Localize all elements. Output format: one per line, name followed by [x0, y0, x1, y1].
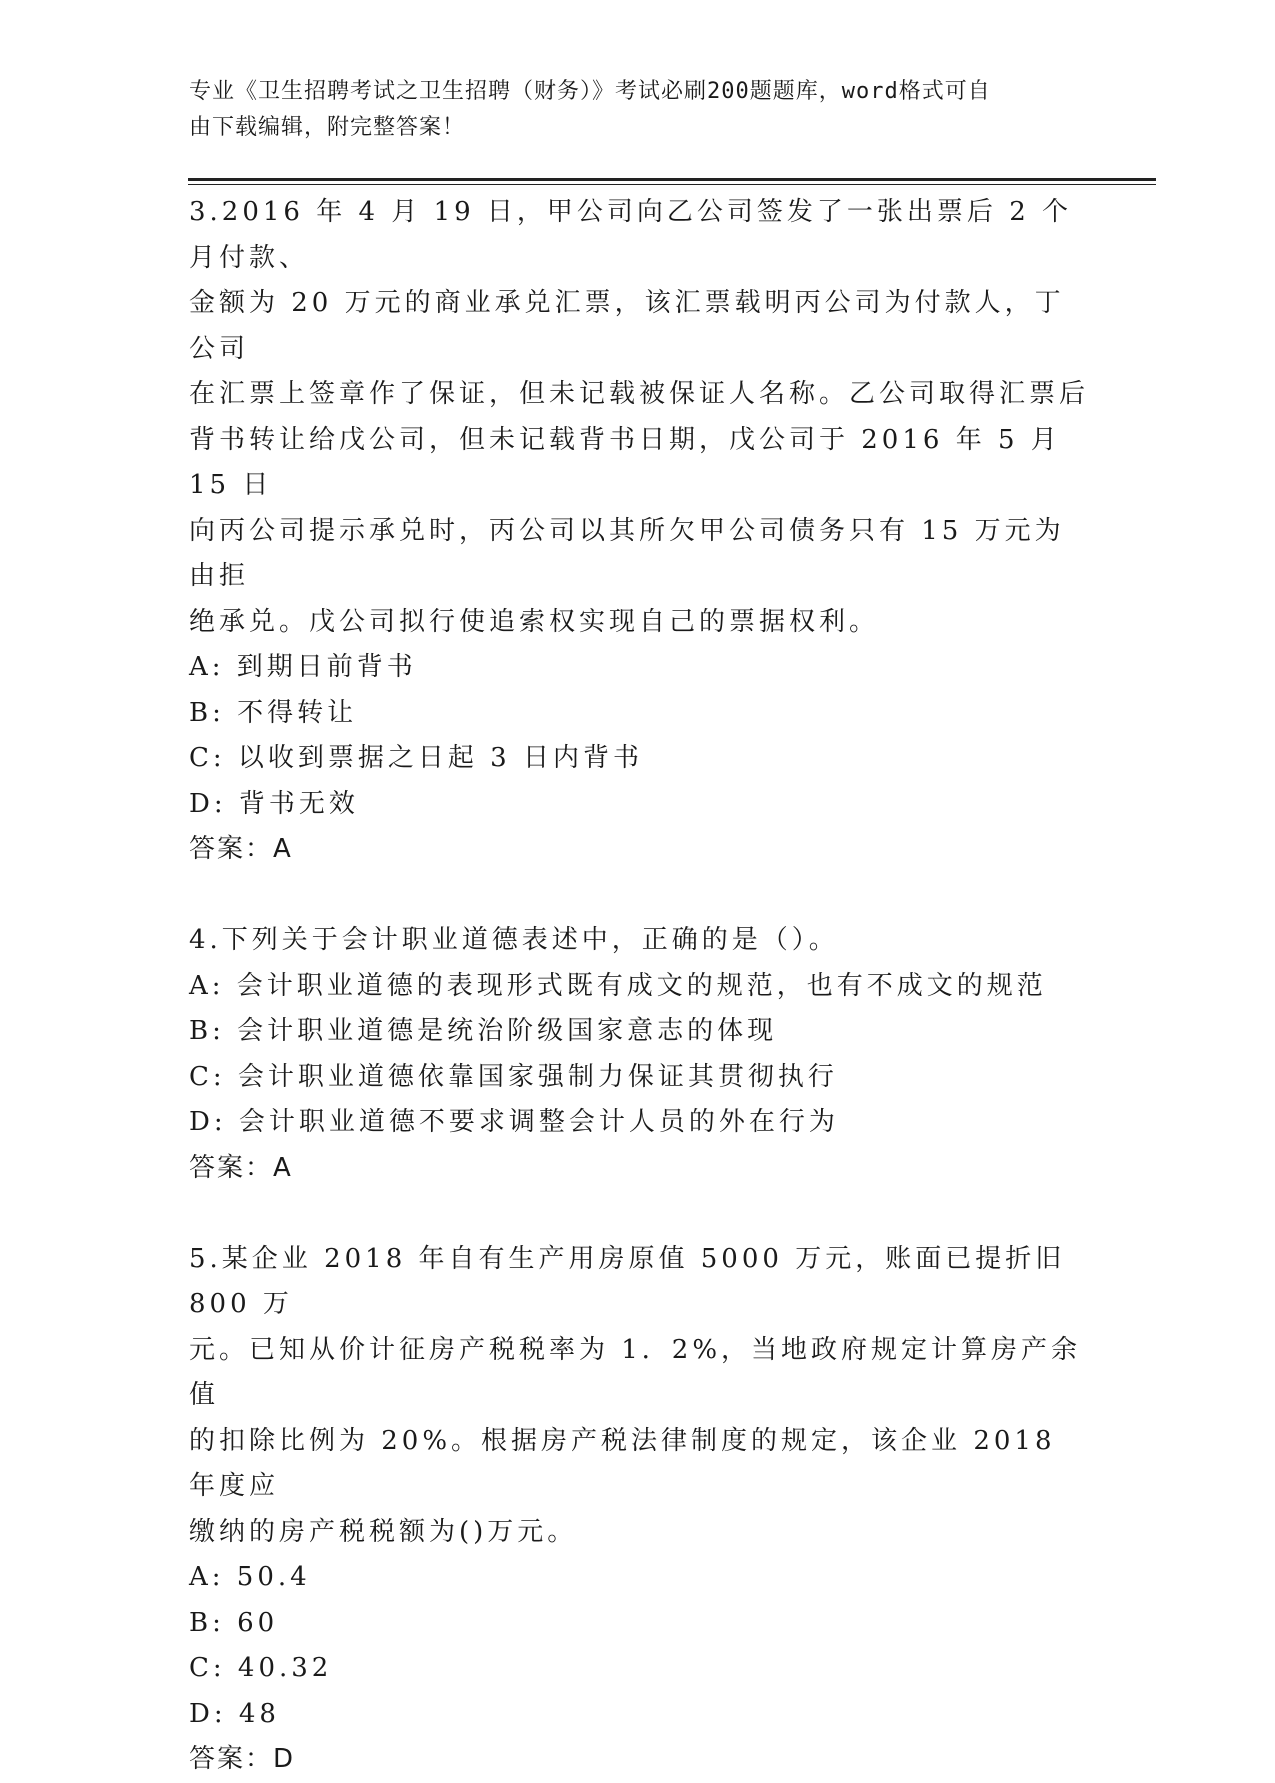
option-d: D: 48 — [189, 1698, 280, 1729]
question-block — [189, 190, 1089, 873]
question-stem-line: 3.2016 年 4 月 19 日，甲公司向乙公司签发了一张出票后 2 个月付款、 — [189, 197, 1072, 273]
header-divider-thick — [188, 178, 1156, 181]
question-stem-line: 金额为 20 万元的商业承兑汇票，该汇票载明丙公司为付款人，丁公司 — [189, 288, 1065, 364]
question-stem-line: 缴纳的房产税税额为()万元。 — [189, 1516, 578, 1547]
header-title-line-1: 专业《卫生招聘考试之卫生招聘（财务）》考试必刷200题题库，word格式可自 — [189, 79, 991, 104]
question-stem-line: 绝承兑。戊公司拟行使追索权实现自己的票据权利。 — [189, 606, 880, 637]
question-stem-line: 元。已知从价计征房产税税率为 1．2%，当地政府规定计算房产余值 — [189, 1334, 1082, 1410]
option-c: C: 以收到票据之日起 3 日内背书 — [189, 743, 643, 773]
answer-line: 答案：D — [189, 1744, 296, 1774]
option-d: D: 会计职业道德不要求调整会计人员的外在行为 — [189, 1107, 839, 1137]
option-a: A: 到期日前背书 — [189, 652, 417, 682]
answer-line: 答案：A — [189, 834, 293, 864]
question-stem-line: 4.下列关于会计职业道德表述中，正确的是（）。 — [189, 925, 839, 955]
document-header — [189, 74, 1089, 146]
option-a: A: 会计职业道德的表现形式既有成文的规范，也有不成文的规范 — [189, 970, 1047, 1001]
question-stem-line: 5.某企业 2018 年自有生产用房原值 5000 万元，账面已提折旧 800 万 — [189, 1243, 1066, 1319]
header-divider-thin — [188, 184, 1156, 185]
option-c: C: 会计职业道德依靠国家强制力保证其贯彻执行 — [189, 1061, 838, 1092]
question-stem-line: 背书转让给戊公司，但未记载背书日期，戊公司于 2016 年 5 月 15 日 — [189, 424, 1061, 500]
question-stem-line: 向丙公司提示承兑时，丙公司以其所欠甲公司债务只有 15 万元为由拒 — [189, 515, 1065, 591]
question-spacer — [189, 1191, 1089, 1237]
question-spacer — [189, 873, 1089, 919]
question-block — [189, 918, 1089, 1191]
option-c: C: 40.32 — [189, 1653, 333, 1683]
option-b: B: 60 — [189, 1607, 279, 1638]
header-title-line-2: 由下载编辑，附完整答案！ — [189, 115, 466, 140]
question-list — [189, 190, 1089, 1783]
option-d: D: 背书无效 — [189, 788, 359, 819]
question-stem-line: 的扣除比例为 20%。根据房产税法律制度的规定，该企业 2018 年度应 — [189, 1425, 1056, 1501]
question-stem-line: 在汇票上签章作了保证，但未记载被保证人名称。乙公司取得汇票后 — [189, 379, 1090, 409]
question-block — [189, 1237, 1089, 1783]
option-a: A: 50.4 — [189, 1562, 311, 1592]
option-b: B: 不得转让 — [189, 697, 358, 728]
answer-line: 答案：A — [189, 1152, 293, 1183]
option-b: B: 会计职业道德是统治阶级国家意志的体现 — [189, 1016, 778, 1046]
